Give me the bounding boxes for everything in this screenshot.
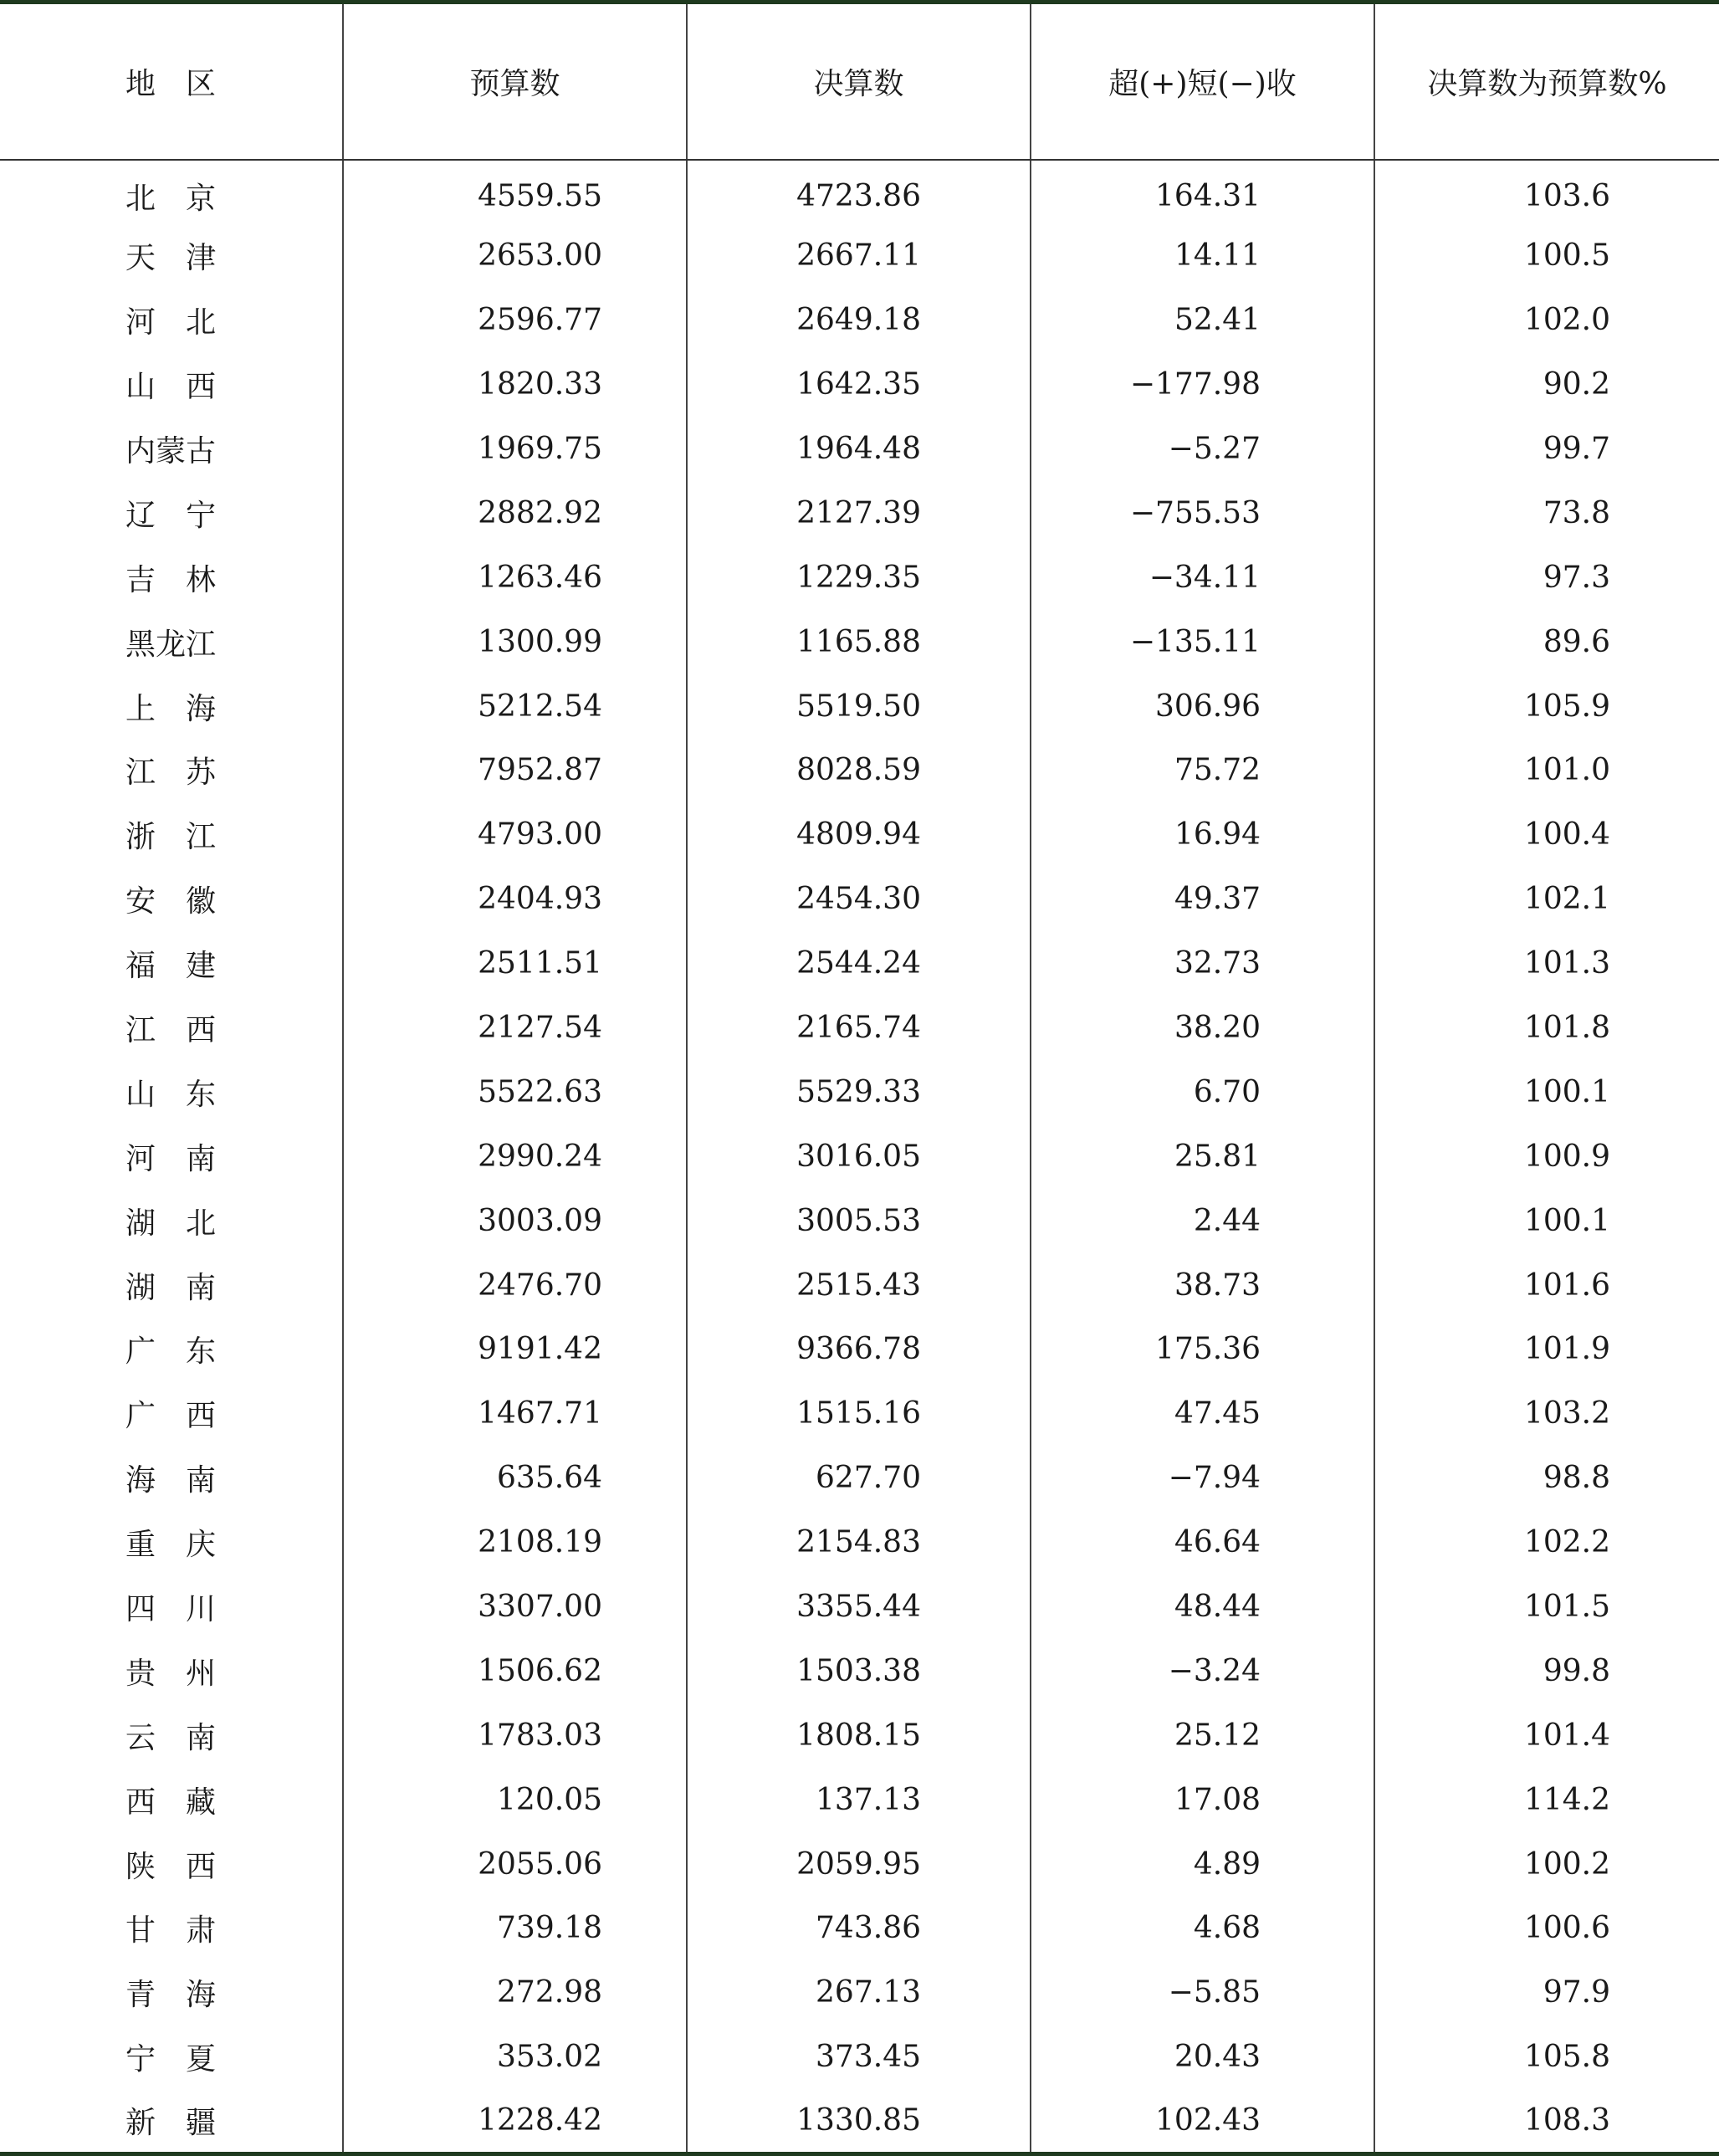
budget-cell: 1300.99 [343,610,687,674]
budget-cell: 5522.63 [343,1060,687,1124]
percent-cell: 102.1 [1374,867,1719,931]
table-row [0,1703,1719,1768]
final-cell: 1964.48 [687,417,1031,481]
budget-cell: 3307.00 [343,1575,687,1639]
table-row [0,1318,1719,1382]
percent-cell: 100.1 [1374,1189,1719,1253]
percent-cell: 97.3 [1374,545,1719,610]
final-cell: 3355.44 [687,1575,1031,1639]
header-percent: 决算数为预算数% [1374,3,1719,160]
region-cell: 河 北 [0,288,343,352]
table-row [0,996,1719,1060]
budget-cell: 2127.54 [343,996,687,1060]
percent-cell: 97.9 [1374,1960,1719,2025]
percent-cell: 102.0 [1374,288,1719,352]
budget-cell: 1820.33 [343,352,687,417]
difference-cell: 306.96 [1031,674,1374,739]
percent-cell: 73.8 [1374,481,1719,545]
difference-cell: −34.11 [1031,545,1374,610]
table-row [0,223,1719,288]
percent-cell: 99.7 [1374,417,1719,481]
table-row [0,1381,1719,1446]
percent-cell: 100.6 [1374,1897,1719,1961]
final-cell: 2544.24 [687,931,1031,996]
header-final: 决算数 [687,3,1031,160]
region-cell: 重 庆 [0,1510,343,1575]
difference-cell: 4.89 [1031,1832,1374,1897]
table-row [0,2089,1719,2153]
difference-cell: −5.27 [1031,417,1374,481]
region-cell: 山 西 [0,352,343,417]
budget-cell: 2596.77 [343,288,687,352]
table-row [0,674,1719,739]
region-cell: 青 海 [0,1960,343,2025]
percent-cell: 99.8 [1374,1639,1719,1703]
region-cell: 江 西 [0,996,343,1060]
difference-cell: 52.41 [1031,288,1374,352]
table-row [0,1897,1719,1961]
region-cell: 宁 夏 [0,2025,343,2089]
final-cell: 2667.11 [687,223,1031,288]
region-cell: 山 东 [0,1060,343,1124]
budget-cell: 2990.24 [343,1124,687,1189]
final-cell: 267.13 [687,1960,1031,2025]
final-cell: 2127.39 [687,481,1031,545]
header-difference: 超(+)短(−)收 [1031,3,1374,160]
difference-cell: 164.31 [1031,160,1374,224]
percent-cell: 100.1 [1374,1060,1719,1124]
difference-cell: 102.43 [1031,2089,1374,2153]
budget-cell: 272.98 [343,1960,687,2025]
percent-cell: 108.3 [1374,2089,1719,2153]
budget-cell: 4559.55 [343,160,687,224]
table-row [0,1832,1719,1897]
final-cell: 3005.53 [687,1189,1031,1253]
final-cell: 743.86 [687,1897,1031,1961]
table-row [0,160,1719,224]
budget-cell: 1467.71 [343,1381,687,1446]
difference-cell: 48.44 [1031,1575,1374,1639]
difference-cell: 25.12 [1031,1703,1374,1768]
difference-cell: 2.44 [1031,1189,1374,1253]
final-cell: 5529.33 [687,1060,1031,1124]
table-row [0,417,1719,481]
table-row [0,481,1719,545]
region-cell: 湖 南 [0,1253,343,1318]
percent-cell: 101.0 [1374,739,1719,803]
region-cell: 安 徽 [0,867,343,931]
header-region: 地 区 [0,3,343,160]
difference-cell: −3.24 [1031,1639,1374,1703]
region-cell: 新 疆 [0,2089,343,2153]
table-row [0,1575,1719,1639]
percent-cell: 89.6 [1374,610,1719,674]
final-cell: 5519.50 [687,674,1031,739]
final-cell: 3016.05 [687,1124,1031,1189]
difference-cell: 46.64 [1031,1510,1374,1575]
region-cell: 福 建 [0,931,343,996]
final-cell: 2154.83 [687,1510,1031,1575]
final-cell: 373.45 [687,2025,1031,2089]
budget-cell: 2055.06 [343,1832,687,1897]
region-cell: 吉 林 [0,545,343,610]
difference-cell: 75.72 [1031,739,1374,803]
percent-cell: 114.2 [1374,1768,1719,1832]
difference-cell: −177.98 [1031,352,1374,417]
region-cell: 西 藏 [0,1768,343,1832]
final-cell: 1642.35 [687,352,1031,417]
table-row [0,288,1719,352]
final-cell: 137.13 [687,1768,1031,1832]
table-header [0,3,1719,160]
region-cell: 上 海 [0,674,343,739]
final-cell: 1808.15 [687,1703,1031,1768]
region-cell: 浙 江 [0,802,343,867]
region-cell: 北 京 [0,160,343,224]
budget-cell: 353.02 [343,2025,687,2089]
region-cell: 陕 西 [0,1832,343,1897]
difference-cell: 32.73 [1031,931,1374,996]
table-row [0,610,1719,674]
region-cell: 四 川 [0,1575,343,1639]
budget-cell: 739.18 [343,1897,687,1961]
percent-cell: 101.8 [1374,996,1719,1060]
budget-cell: 635.64 [343,1446,687,1510]
final-cell: 9366.78 [687,1318,1031,1382]
final-cell: 2165.74 [687,996,1031,1060]
region-cell: 江 苏 [0,739,343,803]
difference-cell: 17.08 [1031,1768,1374,1832]
region-cell: 河 南 [0,1124,343,1189]
header-budget: 预算数 [343,3,687,160]
final-cell: 4809.94 [687,802,1031,867]
percent-cell: 90.2 [1374,352,1719,417]
budget-cell: 2404.93 [343,867,687,931]
difference-cell: 47.45 [1031,1381,1374,1446]
difference-cell: 14.11 [1031,223,1374,288]
difference-cell: 16.94 [1031,802,1374,867]
table-body [0,160,1719,2154]
percent-cell: 98.8 [1374,1446,1719,1510]
table-row [0,802,1719,867]
final-cell: 2649.18 [687,288,1031,352]
table-row [0,739,1719,803]
table-row [0,1060,1719,1124]
table-row [0,1768,1719,1832]
percent-cell: 101.5 [1374,1575,1719,1639]
table-row [0,1253,1719,1318]
table-row [0,2025,1719,2089]
budget-cell: 1228.42 [343,2089,687,2153]
final-cell: 1330.85 [687,2089,1031,2153]
difference-cell: 49.37 [1031,867,1374,931]
budget-cell: 1506.62 [343,1639,687,1703]
budget-cell: 2108.19 [343,1510,687,1575]
percent-cell: 103.2 [1374,1381,1719,1446]
table-row [0,1639,1719,1703]
budget-cell: 2653.00 [343,223,687,288]
budget-cell: 1263.46 [343,545,687,610]
final-cell: 2059.95 [687,1832,1031,1897]
region-cell: 云 南 [0,1703,343,1768]
final-cell: 1229.35 [687,545,1031,610]
difference-cell: −7.94 [1031,1446,1374,1510]
percent-cell: 105.8 [1374,2025,1719,2089]
region-cell: 辽 宁 [0,481,343,545]
difference-cell: −5.85 [1031,1960,1374,2025]
percent-cell: 102.2 [1374,1510,1719,1575]
percent-cell: 101.9 [1374,1318,1719,1382]
budget-cell: 4793.00 [343,802,687,867]
percent-cell: 101.4 [1374,1703,1719,1768]
final-cell: 1165.88 [687,610,1031,674]
percent-cell: 100.4 [1374,802,1719,867]
percent-cell: 100.5 [1374,223,1719,288]
difference-cell: 4.68 [1031,1897,1374,1961]
final-cell: 2515.43 [687,1253,1031,1318]
region-cell: 甘 肃 [0,1897,343,1961]
final-cell: 1515.16 [687,1381,1031,1446]
budget-cell: 2476.70 [343,1253,687,1318]
percent-cell: 103.6 [1374,160,1719,224]
final-cell: 8028.59 [687,739,1031,803]
region-cell: 天 津 [0,223,343,288]
budget-cell: 5212.54 [343,674,687,739]
region-cell: 湖 北 [0,1189,343,1253]
table-row [0,1960,1719,2025]
difference-cell: −135.11 [1031,610,1374,674]
final-cell: 4723.86 [687,160,1031,224]
percent-cell: 101.6 [1374,1253,1719,1318]
budget-cell: 1783.03 [343,1703,687,1768]
region-cell: 黑龙江 [0,610,343,674]
percent-cell: 101.3 [1374,931,1719,996]
region-cell: 广 西 [0,1381,343,1446]
header-row [0,3,1719,160]
difference-cell: 38.73 [1031,1253,1374,1318]
percent-cell: 105.9 [1374,674,1719,739]
difference-cell: 175.36 [1031,1318,1374,1382]
table-row [0,1124,1719,1189]
region-cell: 内蒙古 [0,417,343,481]
difference-cell: 38.20 [1031,996,1374,1060]
table-row [0,1446,1719,1510]
region-cell: 贵 州 [0,1639,343,1703]
budget-cell: 2882.92 [343,481,687,545]
difference-cell: 20.43 [1031,2025,1374,2089]
table-row [0,352,1719,417]
budget-cell: 3003.09 [343,1189,687,1253]
difference-cell: 6.70 [1031,1060,1374,1124]
budget-cell: 2511.51 [343,931,687,996]
region-cell: 广 东 [0,1318,343,1382]
table-row [0,545,1719,610]
table-row [0,867,1719,931]
percent-cell: 100.2 [1374,1832,1719,1897]
final-cell: 1503.38 [687,1639,1031,1703]
budget-cell: 1969.75 [343,417,687,481]
budget-cell: 7952.87 [343,739,687,803]
budget-cell: 120.05 [343,1768,687,1832]
table-row [0,931,1719,996]
percent-cell: 100.9 [1374,1124,1719,1189]
table-row [0,1510,1719,1575]
final-cell: 627.70 [687,1446,1031,1510]
final-cell: 2454.30 [687,867,1031,931]
region-cell: 海 南 [0,1446,343,1510]
difference-cell: −755.53 [1031,481,1374,545]
table-row [0,1189,1719,1253]
difference-cell: 25.81 [1031,1124,1374,1189]
budget-cell: 9191.42 [343,1318,687,1382]
